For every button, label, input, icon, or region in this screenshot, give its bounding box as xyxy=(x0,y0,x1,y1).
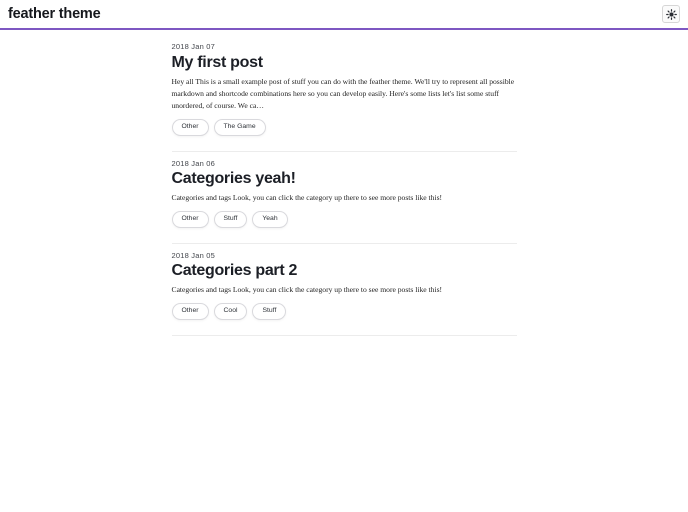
post-divider xyxy=(172,151,517,152)
post-date: 2018 Jan 06 xyxy=(171,158,215,168)
sun-icon xyxy=(666,9,677,20)
post-item xyxy=(172,252,517,336)
tag-pill[interactable]: Cool xyxy=(214,303,248,320)
tag-pill[interactable]: Stuff xyxy=(214,211,248,228)
post-title[interactable]: Categories part 2 xyxy=(171,262,298,280)
tag-pill[interactable]: Yeah xyxy=(252,211,287,228)
tag-pill[interactable]: Other xyxy=(172,211,209,228)
tag-pill[interactable]: Stuff xyxy=(252,303,286,320)
post-date: 2018 Jan 07 xyxy=(171,42,215,51)
post-divider xyxy=(172,335,517,336)
post-title[interactable]: My first post xyxy=(171,53,263,71)
post-divider xyxy=(172,243,517,244)
site-title[interactable]: feather theme xyxy=(8,6,101,22)
post-tags xyxy=(172,303,517,320)
post-excerpt: Categories and tags Look, you can click the category up there to see more posts like this! xyxy=(171,193,443,203)
post-list xyxy=(172,30,517,336)
theme-toggle-button[interactable] xyxy=(662,5,680,23)
tag-pill[interactable]: The Game xyxy=(214,119,266,136)
site-header xyxy=(0,0,688,30)
post-tags xyxy=(172,119,517,136)
post-tags xyxy=(172,211,517,228)
post-title[interactable]: Categories yeah! xyxy=(171,170,296,188)
tag-pill[interactable]: Other xyxy=(172,303,209,320)
post-date: 2018 Jan 05 xyxy=(171,250,215,260)
post-excerpt: Categories and tags Look, you can click the category up there to see more posts like this! xyxy=(171,285,443,295)
post-item xyxy=(172,160,517,244)
post-item xyxy=(172,43,517,152)
post-excerpt: Hey all This is a small example post of stuff you can do with the feather theme. We'll try to represent all possible markdown and shortcode combinations here so you can develop easily. Here's some lists let's list some stuff unordered, of course. We ca… xyxy=(171,76,515,111)
tag-pill[interactable]: Other xyxy=(172,119,209,136)
